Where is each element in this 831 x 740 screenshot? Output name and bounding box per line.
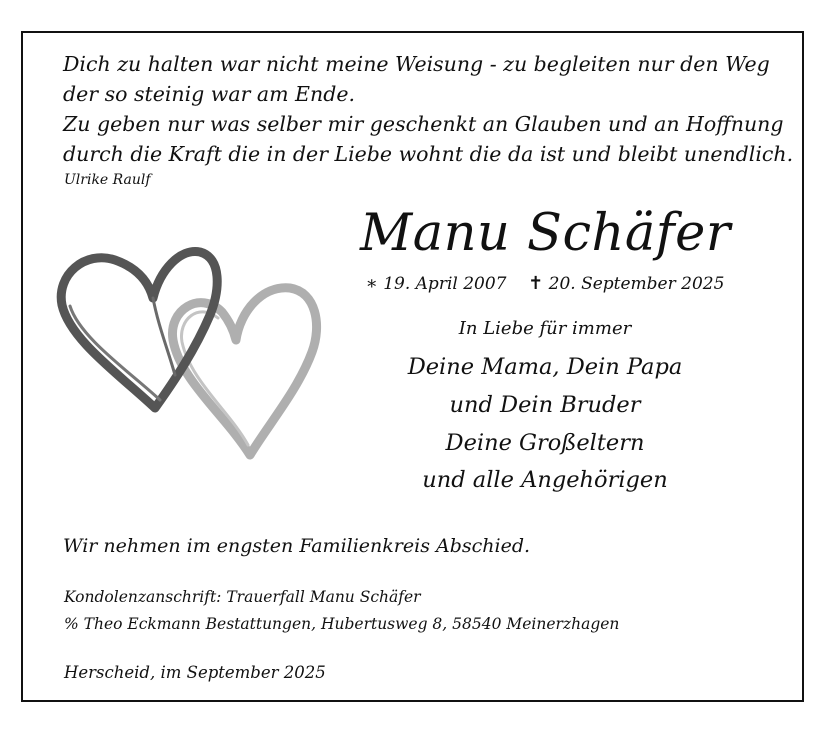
mourner-line: Deine Mama, Dein Papa — [407, 354, 683, 380]
poem-line: durch die Kraft die in der Liebe wohnt die da ist und bleibt unendlich. — [63, 142, 794, 166]
condolence-address-line: Kondolenzanschrift: Trauerfall Manu Schäfer — [64, 588, 421, 606]
condolence-address-line: % Theo Eckmann Bestattungen, Hubertusweg 8, 58540 Meinerzhagen — [64, 615, 620, 633]
mourner-line: und alle Angehörigen — [422, 467, 668, 493]
place-date: Herscheid, im September 2025 — [64, 663, 326, 682]
death-date: 20. September 2025 — [548, 274, 725, 294]
birth-star-icon: ∗ — [365, 273, 378, 294]
poem-line: Dich zu halten war nicht meine Weisung - zu begleiten nur den Weg — [63, 52, 770, 76]
poem-author: Ulrike Raulf — [64, 172, 151, 188]
death-cross-icon: ✝ — [528, 273, 544, 294]
mourners-intro: In Liebe für immer — [458, 318, 632, 339]
mourner-line: und Dein Bruder — [449, 392, 641, 418]
two-hearts-image — [50, 240, 340, 475]
deceased-name: Manu Schäfer — [360, 204, 731, 263]
mourner-line: Deine Großeltern — [445, 430, 645, 456]
poem-line: der so steinig war am Ende. — [63, 82, 355, 106]
farewell-text: Wir nehmen im engsten Familienkreis Abschied. — [63, 535, 531, 557]
poem-line: Zu geben nur was selber mir geschenkt an Glauben und an Hoffnung — [63, 112, 784, 136]
birth-date: 19. April 2007 — [383, 274, 507, 294]
poem — [63, 49, 793, 169]
life-dates — [360, 273, 730, 294]
